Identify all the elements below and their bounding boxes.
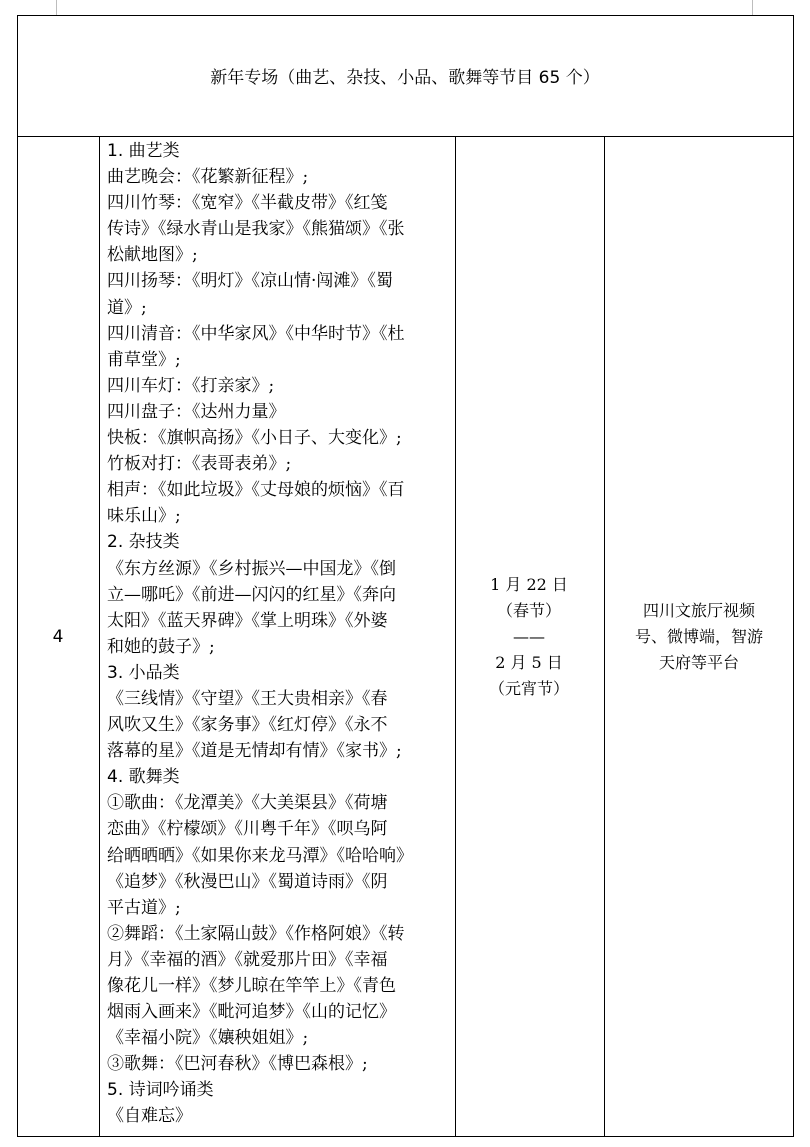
start-date: 1 月 22 日	[490, 575, 568, 594]
start-date-note: （春节）	[496, 601, 561, 620]
platform-line: 号、微博端，智游	[634, 627, 763, 646]
program-line: 和她的鼓子》;	[107, 636, 215, 657]
category-heading: 1. 曲艺类	[107, 141, 180, 161]
program-line: 甫草堂》;	[107, 349, 181, 370]
category-heading: 4. 歌舞类	[107, 767, 180, 788]
platform-line: 四川文旅厅视频	[642, 601, 755, 620]
program-line: 像花儿一样》《梦儿晾在竿竿上》《青色	[107, 976, 396, 996]
program-line: 传诗》《绿水青山是我家》《熊猫颂》《张	[107, 219, 405, 240]
program-titles: 《宽窄》《半截皮带》《红笺	[192, 193, 388, 214]
table-right-border	[793, 15, 794, 1137]
program-type-label: 四川扬琴：	[107, 271, 192, 292]
program-titles: 《如此垃圾》《丈母娘的烦恼》《百	[158, 480, 405, 501]
end-date-note: （元宵节）	[488, 679, 569, 698]
top-right-faint-line	[752, 0, 753, 15]
program-titles: 《旗帜高扬》《小日子、大变化》;	[158, 428, 402, 449]
program-entry	[107, 477, 452, 503]
program-line: 太阳》《蓝天界碑》《掌上明珠》《外婆	[107, 610, 388, 631]
program-entry	[107, 425, 452, 451]
program-entry	[107, 321, 452, 347]
program-titles: 《花繁新征程》;	[192, 167, 309, 188]
date-range-dash: ——	[513, 627, 545, 646]
program-type-label: 相声：	[107, 480, 158, 501]
program-line: 给晒晒晒》《如果你来龙马潭》《哈哈响》	[107, 845, 413, 866]
program-line: ②舞蹈：《土家隔山鼓》《作格阿娘》《转	[107, 923, 405, 944]
section-title: 新年专场（曲艺、杂技、小品、歌舞等节目 65 个）	[210, 68, 600, 88]
program-type-label: 快板：	[107, 428, 158, 449]
program-entry	[107, 268, 452, 294]
row-number: 4	[52, 627, 64, 647]
program-line: 月》《幸福的酒》《就爱那片田》《幸福	[107, 949, 388, 970]
end-date: 2 月 5 日	[495, 653, 563, 672]
program-list	[107, 138, 452, 1130]
category-heading: 5. 诗词吟诵类	[107, 1080, 214, 1101]
program-line: 《自难忘》	[107, 1106, 192, 1127]
program-type-label: 四川车灯：	[107, 375, 192, 396]
program-line: ①歌曲：《龙潭美》《大美渠县》《荷塘	[107, 793, 388, 814]
program-entry	[107, 399, 452, 425]
category-heading: 3. 小品类	[107, 662, 180, 683]
program-titles: 《中华家风》《中华时节》《杜	[192, 323, 405, 344]
platform-line: 天府等平台	[658, 653, 739, 672]
program-entry	[107, 190, 452, 216]
top-left-faint-line	[56, 0, 57, 15]
program-type-label: 四川竹琴：	[107, 193, 192, 214]
program-titles: 《明灯》《凉山情·闯滩》《蜀	[192, 271, 393, 292]
program-line: 恋曲》《柠檬颂》《川粤千年》《呗乌阿	[107, 819, 388, 840]
program-line: 烟雨入画来》《毗河追梦》《山的记忆》	[107, 1002, 396, 1023]
program-entry	[107, 373, 452, 399]
program-line: 《追梦》《秋漫巴山》《蜀道诗雨》《阴	[107, 871, 388, 892]
program-titles: 《打亲家》;	[192, 375, 275, 396]
program-line: 落幕的星》《道是无情却有情》《家书》;	[107, 741, 402, 762]
program-type-label: 曲艺晚会：	[107, 167, 192, 188]
program-line: 道》;	[107, 297, 147, 318]
program-line: 立—哪吒》《前进—闪闪的红星》《奔向	[107, 584, 396, 605]
program-titles: 《表哥表弟》;	[192, 454, 292, 475]
program-titles: 《达州力量》	[192, 401, 286, 422]
program-line: 味乐山》;	[107, 506, 181, 527]
date-cell	[455, 137, 603, 1137]
program-entry	[107, 451, 452, 477]
program-line: 平古道》;	[107, 897, 181, 918]
program-type-label: 四川盘子：	[107, 401, 192, 422]
program-line: 《三线情》《守望》《王大贵相亲》《春	[107, 688, 388, 709]
program-type-label: 竹板对打：	[107, 454, 192, 475]
program-line: ③歌舞：《巴河春秋》《博巴森根》;	[107, 1054, 368, 1075]
program-entry	[107, 164, 452, 190]
program-line: 《幸福小院》《孃秧姐姐》;	[107, 1028, 309, 1049]
platform-cell	[605, 137, 793, 1137]
program-line: 《东方丝源》《乡村振兴—中国龙》《倒	[107, 558, 396, 579]
col-divider-1	[99, 136, 100, 1137]
program-type-label: 四川清音：	[107, 323, 192, 344]
program-line: 松献地图》;	[107, 245, 198, 266]
category-heading: 2. 杂技类	[107, 532, 180, 553]
program-line: 风吹又生》《家务事》《红灯停》《永不	[107, 715, 388, 736]
